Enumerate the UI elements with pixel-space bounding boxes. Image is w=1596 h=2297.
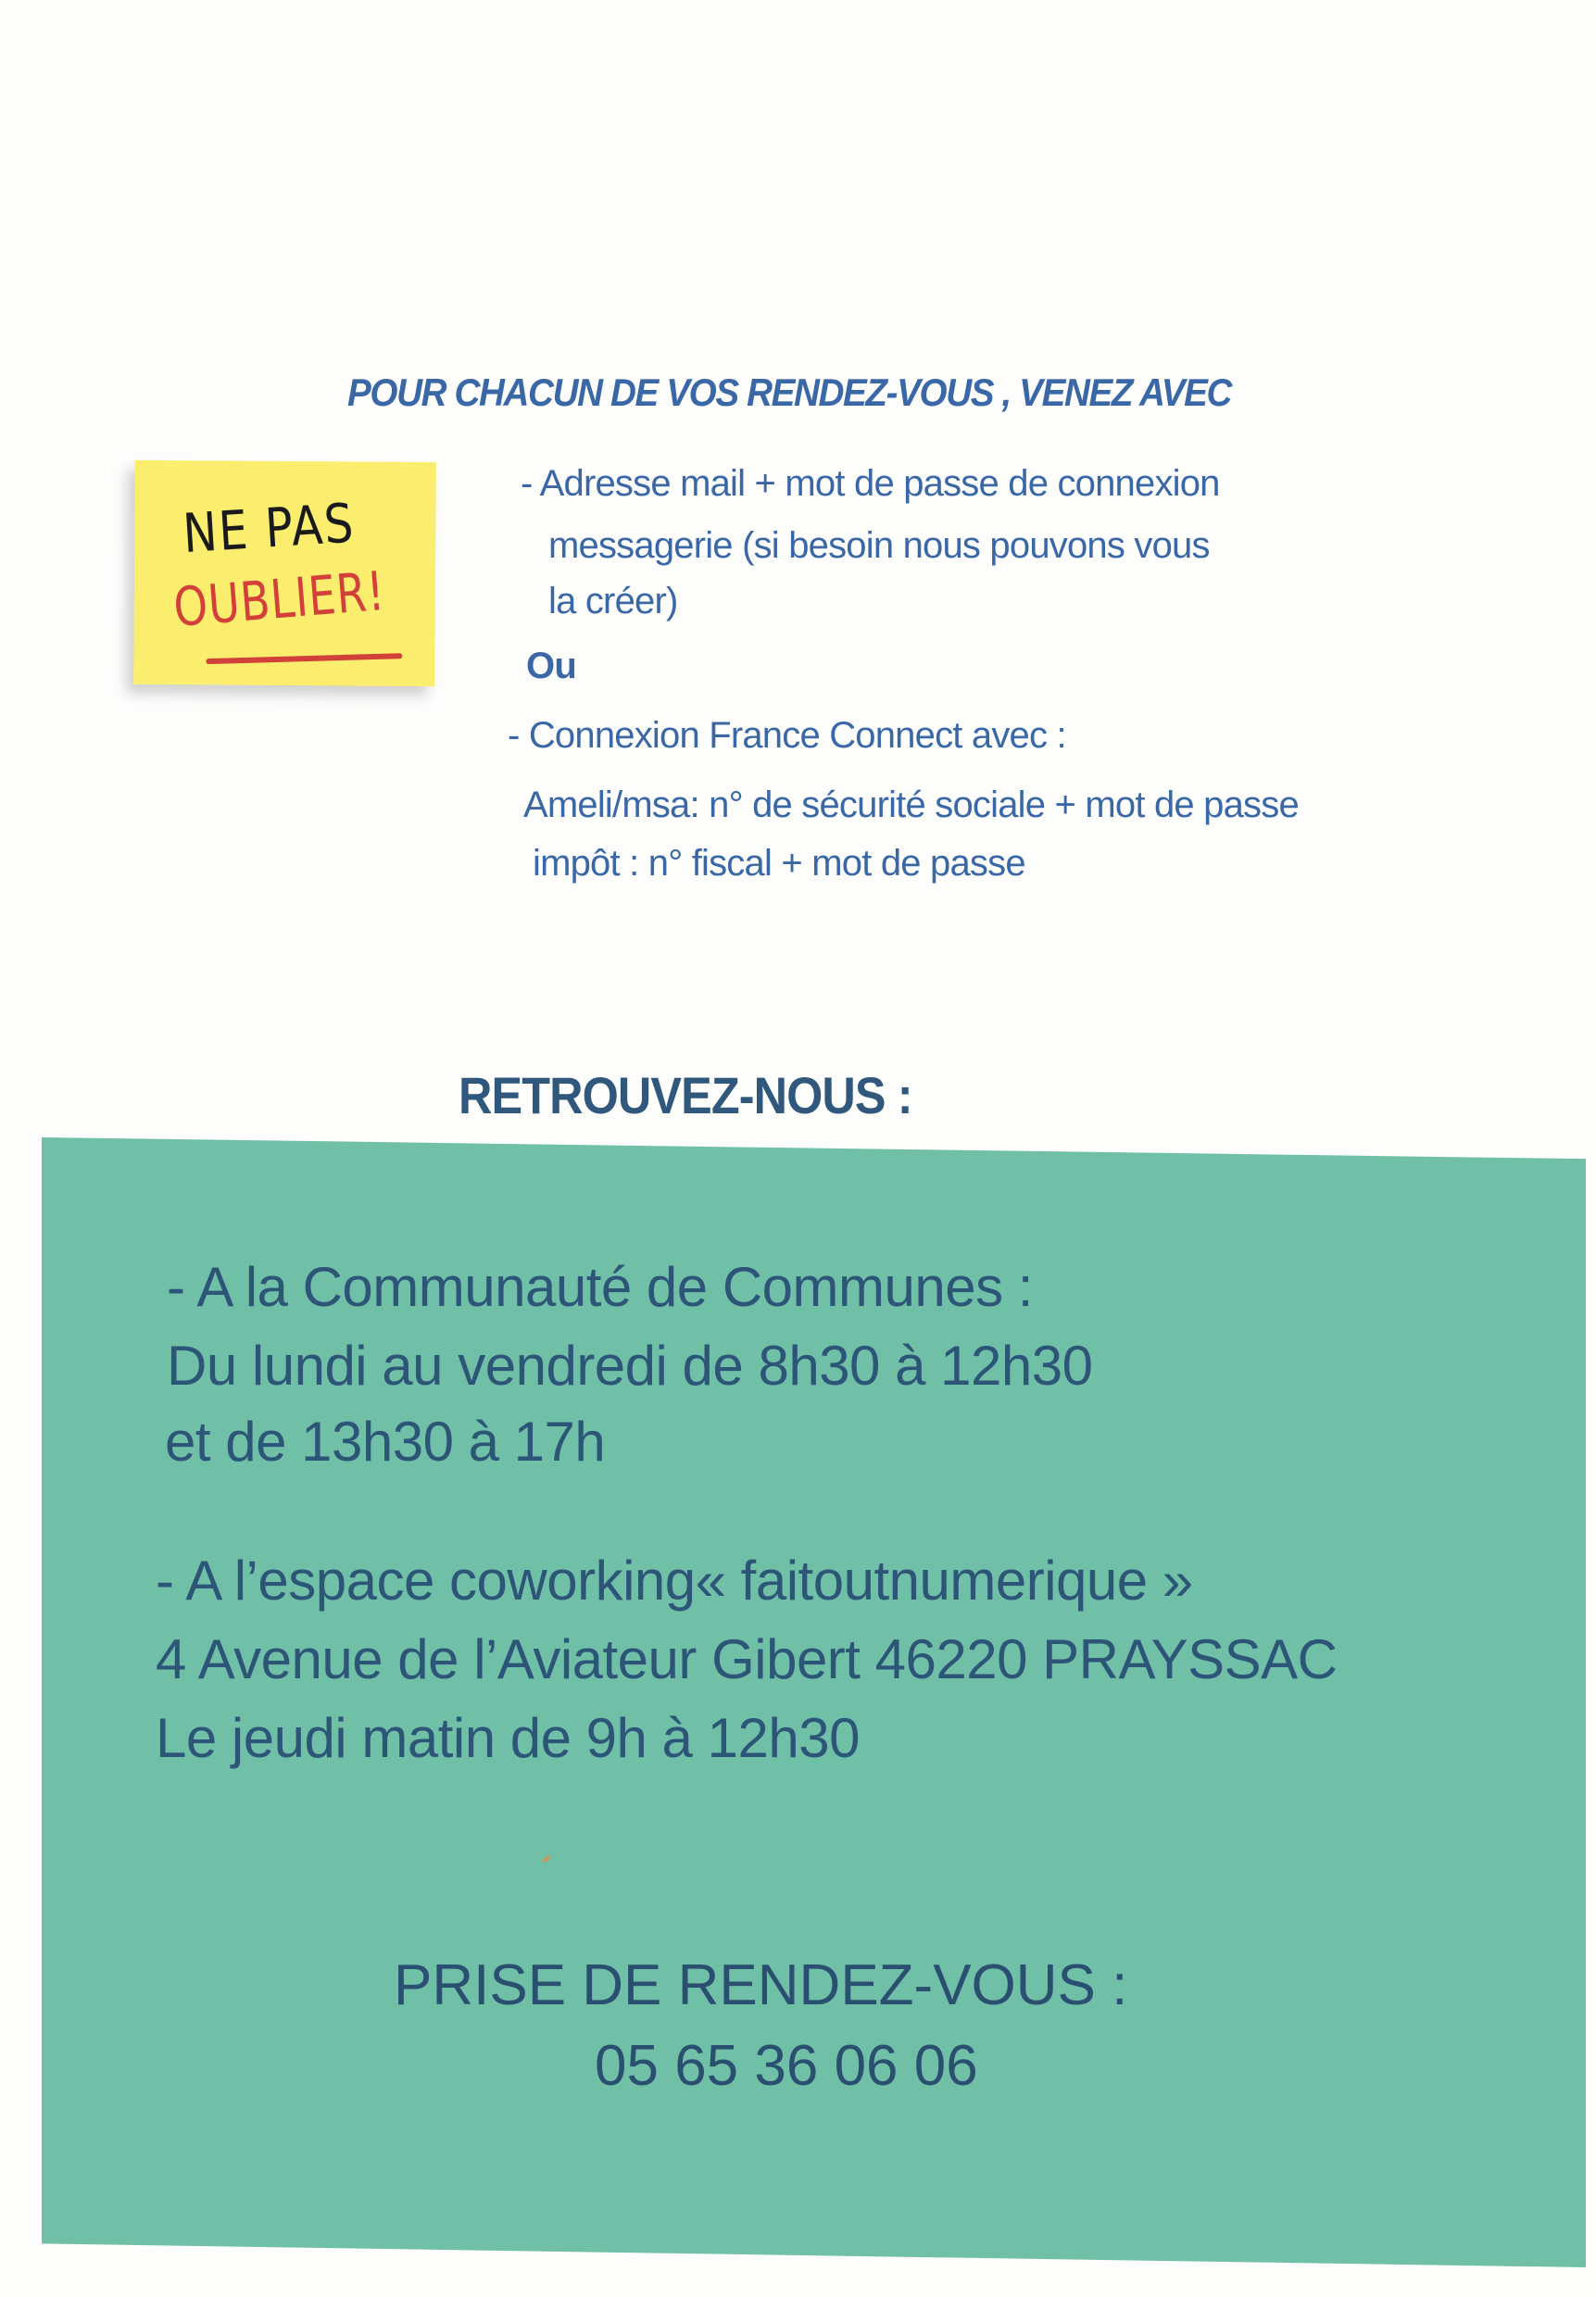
requirement-line: Ameli/msa: n° de sécurité sociale + mot de passe xyxy=(523,784,1299,825)
sticky-note-line-2: OUBLIER! xyxy=(170,559,388,639)
coworking-title: - A l’espace coworking« faitoutnumerique » xyxy=(156,1550,1193,1612)
or-separator: Ou xyxy=(526,646,576,686)
appointment-label: PRISE DE RENDEZ-VOUS : xyxy=(394,1953,1128,2017)
requirement-line: - Connexion France Connect avec : xyxy=(508,715,1066,756)
community-hours-1: Du lundi au vendredi de 8h30 à 12h30 xyxy=(167,1335,1093,1397)
reminder-sticky-note xyxy=(133,460,436,686)
locations-heading: RETROUVEZ-NOUS : xyxy=(459,1066,912,1124)
page-title: POUR CHACUN DE VOS RENDEZ-VOUS , VENEZ AVEC xyxy=(347,370,1232,414)
community-hours-2: et de 13h30 à 17h xyxy=(165,1411,606,1473)
sticky-note-underline xyxy=(206,653,402,664)
requirement-line: - Adresse mail + mot de passe de connexion xyxy=(521,463,1220,504)
requirement-line: la créer) xyxy=(548,581,678,621)
requirement-line: impôt : n° fiscal + mot de passe xyxy=(533,843,1025,884)
community-title: - A la Communauté de Communes : xyxy=(167,1256,1033,1318)
requirement-line: messagerie (si besoin nous pouvons vous xyxy=(548,525,1210,566)
coworking-hours: Le jeudi matin de 9h à 12h30 xyxy=(156,1707,860,1769)
coworking-address: 4 Avenue de l’Aviateur Gibert 46220 PRAYSSAC xyxy=(156,1628,1338,1690)
sticky-note-line-1: NE PAS xyxy=(181,491,357,566)
appointment-phone: 05 65 36 06 06 xyxy=(595,2034,978,2098)
